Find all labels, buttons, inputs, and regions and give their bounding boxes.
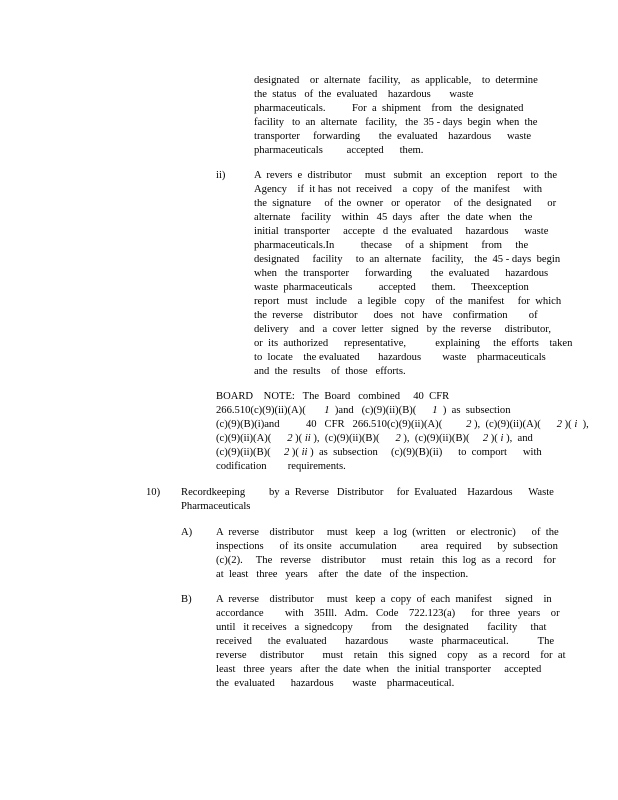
italic-run: ii xyxy=(301,447,308,458)
text-line xyxy=(216,460,589,474)
italic-run: 2 xyxy=(395,433,401,444)
italic-run: i xyxy=(500,433,504,444)
text-line: Pharmaceuticals xyxy=(181,501,251,512)
italic-run: 2 xyxy=(283,447,290,458)
item-a-marker: A) xyxy=(181,527,193,538)
text-run: ), (c)(9)(ii)(B)( xyxy=(310,433,396,444)
text-line: at least three years after the date of the inspection. xyxy=(216,569,469,580)
item-ii-marker: ii) xyxy=(216,170,226,181)
board-note xyxy=(216,390,589,474)
italic-run: 2 xyxy=(466,419,472,430)
text-line: alternate facility within 45 days after the date when the xyxy=(254,212,533,223)
text-line: the reverse distributor does not have confirmation of xyxy=(254,310,538,321)
text-run: (c)(9)(B)(i)and 40 CFR 266.510(c)(9)(ii)(A)( xyxy=(216,419,467,430)
item-b-marker: B) xyxy=(181,594,192,605)
text-run: )and (c)(9)(ii)(B)( xyxy=(329,405,433,416)
italic-run: 2 xyxy=(556,419,562,430)
text-line: received the evaluated hazardous waste pharmaceutical. The xyxy=(216,636,555,647)
text-line: report must include a legible copy of the manifest for which xyxy=(254,296,562,307)
text-run: ) as subsection (c)(9)(B)(ii) to comport with xyxy=(307,447,542,458)
text-run: )( xyxy=(561,419,575,430)
item-a-paragraph xyxy=(216,526,559,582)
text-line: Agency if it has not received a copy of the manifest with xyxy=(254,184,543,195)
text-line: facility to an alternate facility, the 35 - days begin when the xyxy=(254,117,538,128)
text-line: Recordkeeping by a Reverse Distributor for Evaluated Hazardous Waste xyxy=(181,487,554,498)
text-line: when the transporter forwarding the evaluated hazardous xyxy=(254,268,549,279)
text-line: the evaluated hazardous waste pharmaceutical. xyxy=(216,678,455,689)
text-run: 266.510(c)(9)(ii)(A)( xyxy=(216,405,325,416)
text-line: designated or alternate facility, as applicable, to determine xyxy=(254,75,538,86)
text-line xyxy=(216,390,589,404)
continued-paragraph xyxy=(254,74,538,158)
text-run: (c)(9)(ii)(A)( xyxy=(216,433,288,444)
text-line: A reverse distributor must keep a log (written or electronic) of the xyxy=(216,527,559,538)
text-line: designated facility to an alternate facility, the 45 - days begin xyxy=(254,254,561,265)
text-line: delivery and a cover letter signed by the reverse distributor, xyxy=(254,324,551,335)
text-run: codification requirements. xyxy=(216,461,346,472)
text-run: ), (c)(9)(ii)(B)( xyxy=(400,433,483,444)
text-run: ), and xyxy=(503,433,533,444)
text-line: (c)(2). The reverse distributor must retain this log as a record for xyxy=(216,555,556,566)
text-line: initial transporter accepte d the evaluated hazardous waste xyxy=(254,226,549,237)
item-ii-paragraph xyxy=(254,169,572,379)
text-line: pharmaceuticals accepted them. xyxy=(254,145,424,156)
text-line xyxy=(216,418,589,432)
text-line xyxy=(216,446,589,460)
italic-run: i xyxy=(574,419,578,430)
text-run: (c)(9)(ii)(B)( xyxy=(216,447,284,458)
text-run: ), xyxy=(577,419,589,430)
text-line: waste pharmaceuticals accepted them. Theexception xyxy=(254,282,529,293)
italic-run: 2 xyxy=(482,433,489,444)
text-line: A revers e distributor must submit an exception report to the xyxy=(254,170,558,181)
text-line: and the results of those efforts. xyxy=(254,366,406,377)
text-run: )( xyxy=(488,433,501,444)
text-run: ) as subsection xyxy=(437,405,511,416)
item-b-paragraph xyxy=(216,593,566,691)
text-line: pharmaceuticals. For a shipment from the designated xyxy=(254,103,524,114)
italic-run: 1 xyxy=(432,405,438,416)
text-run: )( xyxy=(292,433,305,444)
text-line: A reverse distributor must keep a copy of each manifest signed in xyxy=(216,594,552,605)
text-run: BOARD NOTE: The Board combined 40 CFR xyxy=(216,391,450,402)
text-line: inspections of its onsite accumulation area required by subsection xyxy=(216,541,558,552)
text-line: to locate the evaluated hazardous waste pharmaceuticals xyxy=(254,352,546,363)
text-line: the signature of the owner or operator of the designated or xyxy=(254,198,557,209)
text-run: )( xyxy=(289,447,302,458)
item-10-heading xyxy=(181,486,554,514)
text-line: pharmaceuticals.In thecase of a shipment from the xyxy=(254,240,529,251)
italic-run: ii xyxy=(304,433,311,444)
text-line xyxy=(216,432,589,446)
text-line: least three years after the date when the initial transporter accepted xyxy=(216,664,542,675)
text-line: accordance with 35Ill. Adm. Code 722.123(a) for three years or xyxy=(216,608,560,619)
text-line: or its authorized representative, explaining the efforts taken xyxy=(254,338,573,349)
text-line: until it receives a signedcopy from the designated facility that xyxy=(216,622,547,633)
italic-run: 1 xyxy=(324,405,330,416)
italic-run: 2 xyxy=(287,433,293,444)
item-10-marker: 10) xyxy=(146,487,161,498)
text-line xyxy=(216,404,589,418)
text-line: reverse distributor must retain this signed copy as a record for at xyxy=(216,650,566,661)
text-line: the status of the evaluated hazardous waste xyxy=(254,89,474,100)
text-run: ), (c)(9)(ii)(A)( xyxy=(471,419,557,430)
text-line: transporter forwarding the evaluated hazardous waste xyxy=(254,131,532,142)
